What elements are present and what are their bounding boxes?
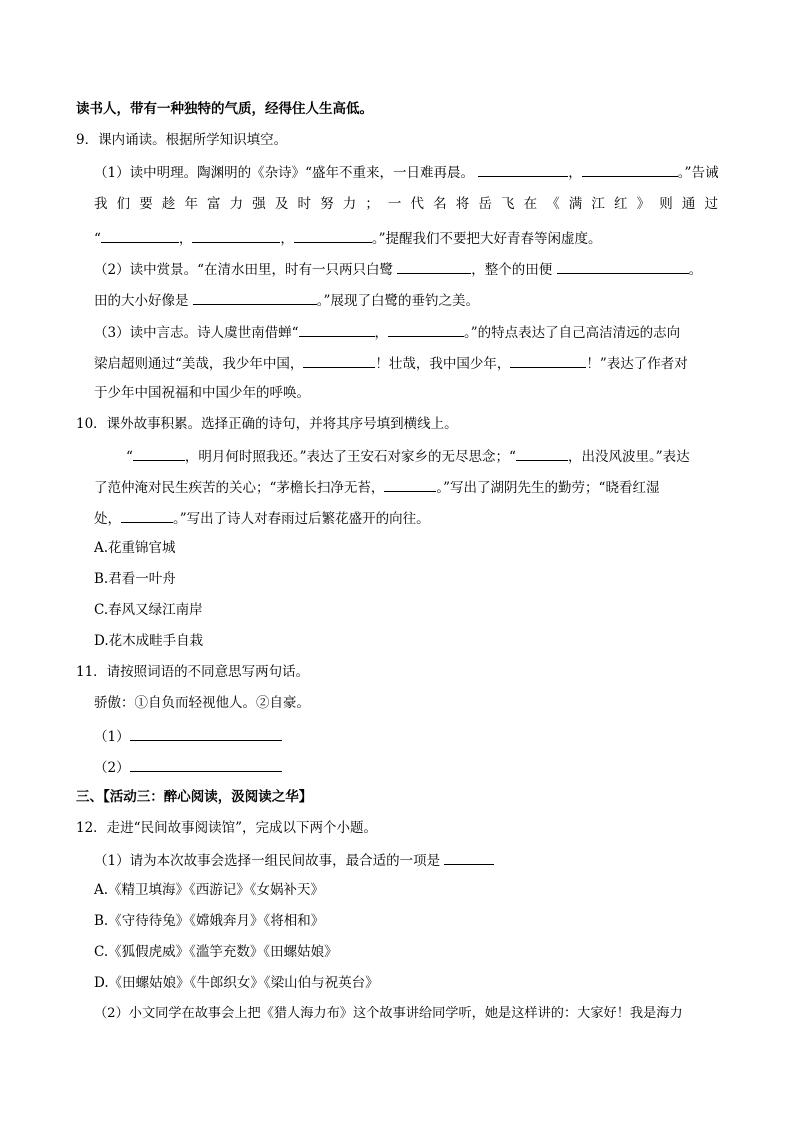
q9-part1-line1 xyxy=(94,162,718,182)
justified-char: 飞 xyxy=(500,196,515,212)
intro-line: 读书人，带有一种独特的气质，经得住人生高低。 xyxy=(76,101,373,117)
justified-char: 年 xyxy=(184,196,198,212)
text: （2）读中赏景。“在清水田里，时有一只两只白鹭 xyxy=(94,262,393,278)
question-9-title: 9．课内诵读。根据所学知识填空。 xyxy=(76,132,288,148)
q9-part1-line3 xyxy=(94,228,602,248)
text: ，明月何时照我还。”表达了王安石对家乡的无尽思念；“ xyxy=(184,449,516,465)
answer-blank[interactable] xyxy=(303,353,375,368)
text: ，整个的田便 xyxy=(471,262,553,278)
option-c: C.春风又绿江南岸 xyxy=(94,602,203,618)
text: 。”提醒我们不要把大好青春等闲虚度。 xyxy=(371,231,602,247)
text: （1）请为本次故事会选择一组民间故事，最合适的一项是 xyxy=(94,853,441,869)
text: （3）读中言志。诗人虞世南借蝉“ xyxy=(94,325,299,341)
text: （1） xyxy=(94,729,130,745)
justified-char: 们 xyxy=(116,196,131,212)
q9-part1-line2 xyxy=(94,195,718,213)
q10-line3 xyxy=(94,508,430,528)
text: 田的大小好像是 xyxy=(94,293,189,309)
question-10-title: 10．课外故事积累。选择正确的诗句，并将其序号填到横线上。 xyxy=(76,416,458,432)
justified-char: 力 xyxy=(229,196,244,212)
option-d: D.花木成畦手自栽 xyxy=(94,633,204,649)
justified-char: ； xyxy=(365,196,379,212)
text: 梁启超则通过“美哉，我少年中国， xyxy=(94,356,304,372)
text: ， xyxy=(374,325,388,341)
text: 了范仲淹对民生疾苦的关心；“茅檐长扫净无苔， xyxy=(94,480,385,496)
text: ， xyxy=(568,165,582,181)
option-b: B.君看一叶舟 xyxy=(94,571,176,587)
justified-char: 趁 xyxy=(161,196,176,212)
justified-char: 将 xyxy=(455,196,470,212)
q9-part3-line2 xyxy=(94,353,688,373)
text: 。”写出了诗人对春雨过后繁花盛开的向往。 xyxy=(173,511,430,527)
justified-char: 名 xyxy=(433,196,447,212)
justified-char: 一 xyxy=(387,196,402,212)
answer-blank[interactable] xyxy=(384,477,436,492)
justified-char: 》 xyxy=(636,196,651,212)
text: 处， xyxy=(94,511,121,527)
text: 。”告诫 xyxy=(677,165,719,181)
text: “ xyxy=(94,231,101,247)
text: 。”的特点表达了自己高洁清远的志向 xyxy=(464,325,681,341)
justified-char: 富 xyxy=(207,196,221,212)
justified-char: 强 xyxy=(252,196,266,212)
q11-definition: 骄傲：①自负而轻视他人。②自豪。 xyxy=(94,695,310,711)
q11-sentence-2 xyxy=(94,757,282,777)
question-12-title: 12．走进“民间故事阅读馆”，完成以下两个小题。 xyxy=(76,820,377,836)
answer-blank[interactable] xyxy=(121,508,173,523)
justified-char: 《 xyxy=(546,196,560,212)
text: 。 xyxy=(688,262,703,278)
q12-part2: （2）小文同学在故事会上把《猎人海力布》这个故事讲给同学听，她是这样讲的：大家好！我是海力 xyxy=(94,1006,683,1021)
answer-blank[interactable] xyxy=(397,259,471,274)
justified-char: 过 xyxy=(704,196,718,212)
text: ， xyxy=(280,231,294,247)
q10-line2 xyxy=(94,477,659,497)
q12-option-c: C.《狐假虎威》《滥竽充数》《田螺姑娘》 xyxy=(94,944,338,960)
justified-char: 力 xyxy=(342,196,357,212)
justified-char: 努 xyxy=(320,196,334,212)
q9-part2-line2 xyxy=(94,290,479,310)
justified-char: 岳 xyxy=(478,196,492,212)
justified-char: 满 xyxy=(568,196,583,212)
answer-blank[interactable] xyxy=(130,757,282,772)
justified-char: 通 xyxy=(681,196,696,212)
answer-blank[interactable] xyxy=(582,162,678,177)
q9-part3-line1 xyxy=(94,322,680,342)
q9-part3-line3: 于少年中国祝福和中国少年的呼唤。 xyxy=(94,385,310,401)
justified-char: 要 xyxy=(139,196,153,212)
justified-char: 时 xyxy=(297,196,311,212)
q12-option-a: A.《精卫填海》《西游记》《女娲补天》 xyxy=(94,882,325,898)
justified-char: 及 xyxy=(274,196,289,212)
justified-char: 江 xyxy=(591,196,605,212)
q12-part1 xyxy=(94,850,494,870)
text: 。”写出了湖阴先生的勤劳；“晓看红湿 xyxy=(436,480,660,496)
answer-blank[interactable] xyxy=(133,446,185,461)
text: （1）读中明理。陶渊明的《杂诗》“盛年不重来，一日难再晨。 xyxy=(94,165,474,181)
justified-char: 红 xyxy=(614,196,628,212)
text: （2） xyxy=(94,760,130,776)
text: ，出没风波里。”表达 xyxy=(567,449,690,465)
answer-blank[interactable] xyxy=(299,322,375,337)
justified-char: 在 xyxy=(523,196,538,212)
answer-blank[interactable] xyxy=(557,259,689,274)
answer-blank[interactable] xyxy=(516,446,568,461)
q9-part2-line1 xyxy=(94,259,702,279)
answer-blank[interactable] xyxy=(193,290,317,305)
q12-option-d: D.《田螺姑娘》《牛郎织女》《梁山伯与祝英台》 xyxy=(94,975,379,991)
section-3-heading: 三、【活动三：醉心阅读，汲阅读之华】 xyxy=(76,789,313,805)
text: ， xyxy=(178,231,193,247)
justified-char: 则 xyxy=(659,196,673,212)
text: ！壮哉，我中国少年， xyxy=(375,356,511,372)
justified-char: 代 xyxy=(410,196,425,212)
answer-blank[interactable] xyxy=(478,162,568,177)
justified-char: 我 xyxy=(94,196,108,212)
answer-blank[interactable] xyxy=(192,228,280,243)
answer-blank[interactable] xyxy=(101,228,179,243)
q10-line1 xyxy=(126,446,690,466)
text: ！”表达了作者对 xyxy=(586,356,688,372)
answer-blank[interactable] xyxy=(510,353,586,368)
answer-blank[interactable] xyxy=(130,726,282,741)
q12-option-b: B.《守待待兔》《嫦娥奔月》《将相和》 xyxy=(94,913,325,929)
option-a: A.花重锦官城 xyxy=(94,540,176,556)
answer-blank[interactable] xyxy=(444,850,494,865)
answer-blank[interactable] xyxy=(294,228,372,243)
answer-blank[interactable] xyxy=(388,322,464,337)
q11-sentence-1 xyxy=(94,726,282,746)
text: 。”展现了白鹭的垂钓之美。 xyxy=(316,293,479,309)
text: “ xyxy=(126,449,133,465)
question-11-title: 11．请按照词语的不同意思写两句话。 xyxy=(76,664,310,680)
